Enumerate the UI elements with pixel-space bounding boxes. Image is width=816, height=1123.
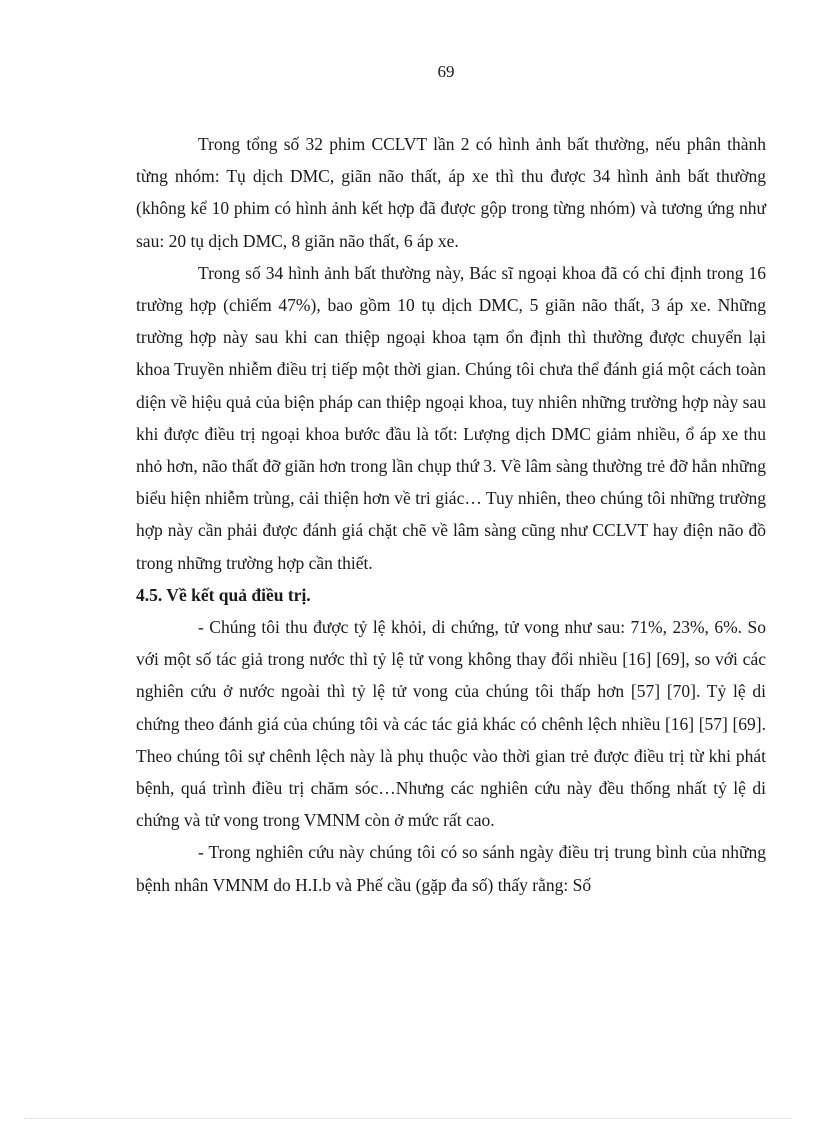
section-heading-treatment-results: 4.5. Về kết quả điều trị. [136, 584, 311, 605]
paragraph-surgical-indication: Trong số 34 hình ảnh bất thường này, Bác sĩ ngoại khoa đã có chỉ định trong 16 trường hợp (chiếm 47%), bao gồm 10 tụ dịch DMC, 5 giãn não thất, 3 áp xe. Những trường hợp này sau khi can thiệp ngoại khoa tạm ổn định thì thường được chuyển lại khoa Truyền nhiễm điều trị tiếp một thời gian. Chúng tôi chưa thể đánh giá một cách toàn diện về hiệu quả của biện pháp can thiệp ngoại khoa, tuy nhiên những trường hợp này sau khi được điều trị ngoại khoa bước đầu là tốt: Lượng dịch DMC giảm nhiều, ổ áp xe thu nhỏ hơn, não thất đỡ giãn hơn trong lần chụp thứ 3. Về lâm sàng thường trẻ đỡ hẳn những biểu hiện nhiễm trùng, cải thiện hơn về tri giác… Tuy nhiên, theo chúng tôi những trường hợp này cần phải được đánh giá chặt chẽ về lâm sàng cũng như CCLVT hay điện não đồ trong những trường hợp cần thiết. [136, 262, 766, 573]
paragraph-outcome-rates: - Chúng tôi thu được tỷ lệ khỏi, di chứng, tử vong như sau: 71%, 23%, 6%. So với một số tác giả trong nước thì tỷ lệ tử vong không thay đổi nhiều [16] [69], so với các nghiên cứu ở nước ngoài thì tỷ lệ tử vong của chúng tôi thấp hơn [57] [70]. Tỷ lệ di chứng theo đánh giá của chúng tôi và các tác giả khác có chênh lệch nhiều [16] [57] [69]. Theo chúng tôi sự chênh lệch này là phụ thuộc vào thời gian trẻ được điều trị từ khi phát bệnh, quá trình điều trị chăm sóc…Nhưng các nghiên cứu này đều thống nhất tỷ lệ di chứng và tử vong trong VMNM còn ở mức rất cao. [136, 617, 766, 831]
paragraph-ct-findings: Trong tổng số 32 phim CCLVT lần 2 có hình ảnh bất thường, nếu phân thành từng nhóm: Tụ dịch DMC, giãn não thất, áp xe thì thu được 34 hình ảnh bất thường (không kể 10 phim có hình ảnh kết hợp đã được gộp trong từng nhóm) và tương ứng như sau: 20 tụ dịch DMC, 8 giãn não thất, 6 áp xe. [136, 134, 766, 251]
page-content [136, 128, 766, 901]
paragraph-treatment-days: - Trong nghiên cứu này chúng tôi có so sánh ngày điều trị trung bình của những bệnh nhân VMNM do H.I.b và Phế cầu (gặp đa số) thấy rằng: Số [136, 842, 766, 895]
bottom-border [24, 1118, 792, 1119]
page-number: 69 [437, 62, 455, 81]
